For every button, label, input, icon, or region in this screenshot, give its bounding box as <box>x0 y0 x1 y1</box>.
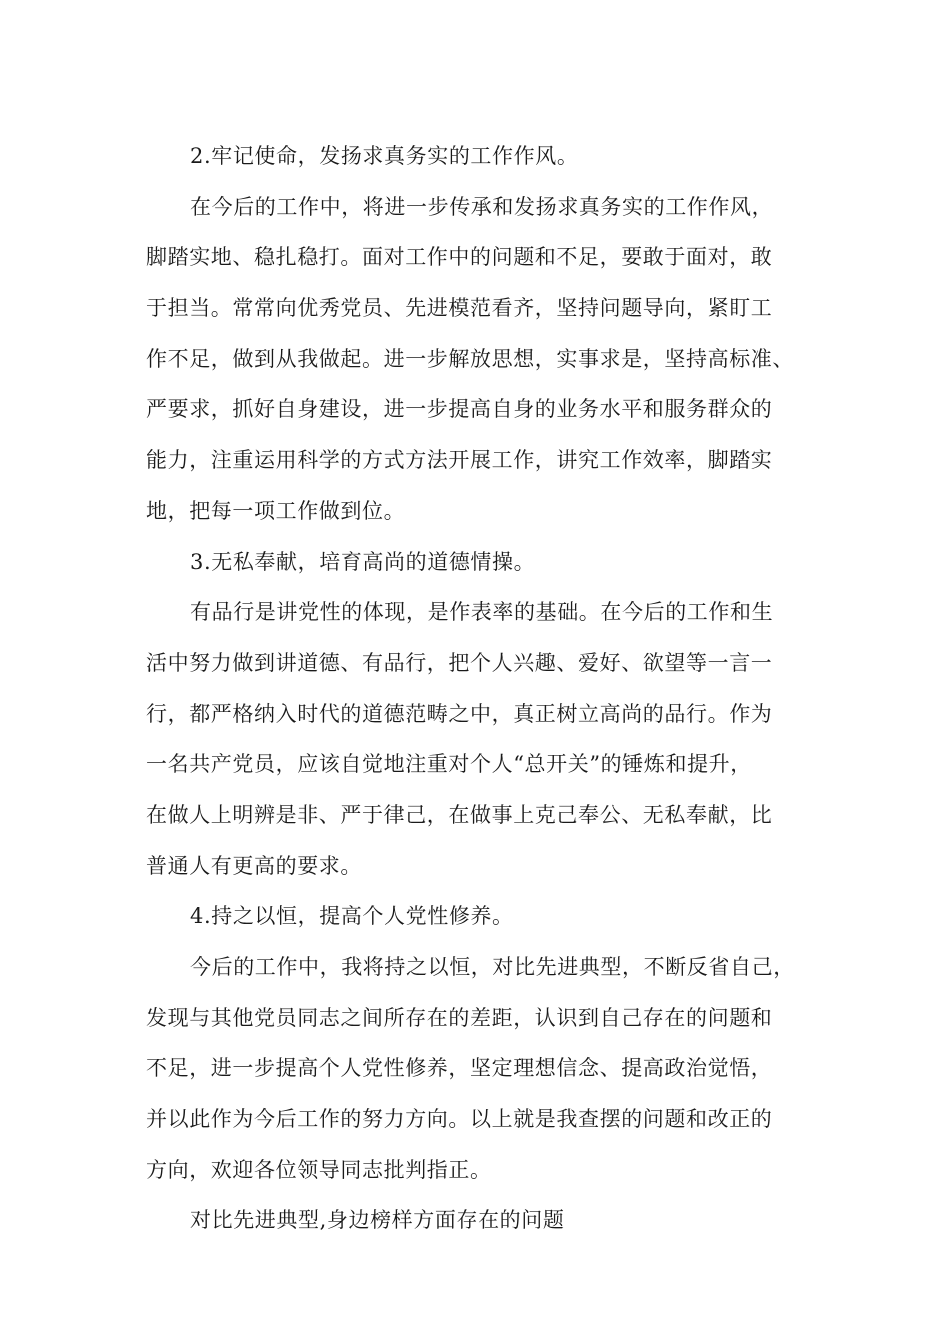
paragraph-line: 地，把每一项工作做到位。 <box>146 498 406 523</box>
paragraph-line: 发现与其他党员同志之间所存在的差距，认识到自己存在的问题和 <box>146 1005 773 1030</box>
paragraph-line: 作不足，做到从我做起。进一步解放思想，实事求是，坚持高标准、 <box>146 346 794 371</box>
paragraph-line: 一名共产党员，应该自觉地注重对个人“总开关”的锤炼和提升， <box>146 752 752 777</box>
paragraph-line: 活中努力做到讲道德、有品行，把个人兴趣、爱好、欲望等一言一 <box>146 650 773 675</box>
paragraph-line: 严要求，抓好自身建设，进一步提高自身的业务水平和服务群众的 <box>146 397 773 422</box>
paragraph-line: 于担当。常常向优秀党员、先进模范看齐，坚持问题导向，紧盯工 <box>146 296 773 321</box>
section-heading-2: 2.牢记使命，发扬求真务实的工作作风。 <box>190 144 579 168</box>
paragraph-line: 方向，欢迎各位领导同志批判指正。 <box>146 1157 492 1182</box>
paragraph-line: 有品行是讲党性的体现，是作表率的基础。在今后的工作和生 <box>190 600 774 625</box>
next-section-title: 对比先进典型,身边榜样方面存在的问题 <box>190 1208 565 1233</box>
section-heading-3: 3.无私奉献，培育高尚的道德情操。 <box>190 549 536 574</box>
paragraph-line: 不足，进一步提高个人党性修养，坚定理想信念、提高政治觉悟， <box>146 1056 773 1081</box>
paragraph-line: 今后的工作中，我将持之以恒，对比先进典型，不断反省自己， <box>190 955 795 979</box>
paragraph-line: 能力，注重运用科学的方式方法开展工作，讲究工作效率，脚踏实 <box>146 448 773 473</box>
paragraph-line: 行，都严格纳入时代的道德范畴之中，真正树立高尚的品行。作为 <box>146 701 773 726</box>
paragraph-line: 普通人有更高的要求。 <box>146 853 362 878</box>
paragraph-line: 脚踏实地、稳扎稳打。面对工作中的问题和不足，要敢于面对，敢 <box>146 245 773 270</box>
paragraph-line: 并以此作为今后工作的努力方向。以上就是我查摆的问题和改正的 <box>146 1107 773 1132</box>
section-heading-4: 4.持之以恒，提高个人党性修养。 <box>190 904 514 929</box>
document-body <box>146 131 810 1246</box>
paragraph-line: 在做人上明辨是非、严于律己，在做事上克己奉公、无私奉献，比 <box>146 802 773 827</box>
paragraph-line: 在今后的工作中，将进一步传承和发扬求真务实的工作作风， <box>190 194 774 219</box>
